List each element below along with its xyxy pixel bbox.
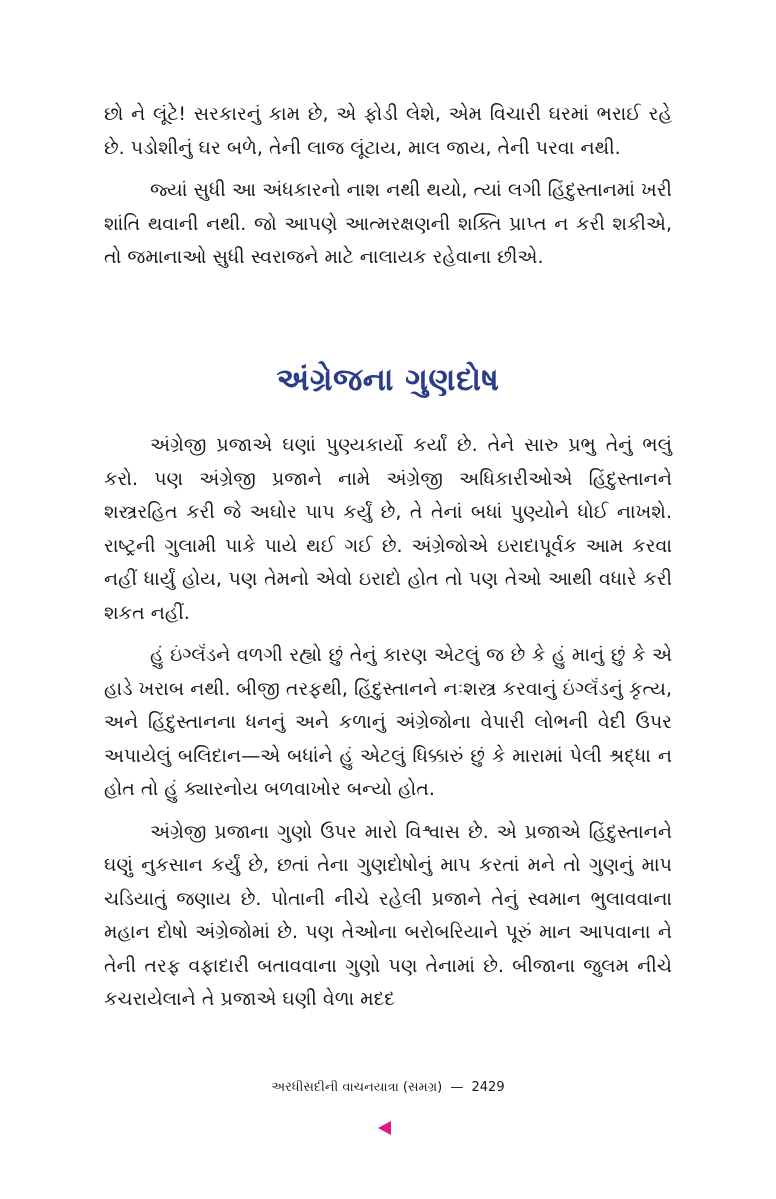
section-body	[104, 429, 672, 1017]
paragraph: હું ઇંગ્લૅંડને વળગી રહ્યો છું તેનું કારણ એટલું જ છે કે હું માનું છું કે એ હાડે ખરાબ નથી. બીજી તરફથી, હિંદુસ્તાનને નઃશસ્ત્ર કરવાનું ઇંગ્લૅંડનું કૃત્ય, અને હિંદુસ્તાનના ધનનું અને કળાનું અંગ્રેજોના વેપારી લોભની વેદી ઉપર અપાયેલું બલિદાન—એ બધાંને હું એટલું ધિક્કારું છું કે મારામાં પેલી શ્રદ્ધા ન હોત તો હું ક્યારનોય બળવાખોર બન્યો હોત.	[104, 644, 672, 800]
footer-book-title: અરધીસદીની વાચનયાત્રા (સમગ્ર)	[271, 1080, 443, 1095]
footer-dash: —	[450, 1080, 464, 1095]
paragraph: જ્યાં સુધી આ અંધકારનો નાશ નથી થયો, ત્યાં લગી હિંદુસ્તાનમાં ખરી શાંતિ થવાની નથી. જો આપણે આત્મરક્ષણની શક્તિ પ્રાપ્ત ન કરી શકીએ, તો જમાનાઓ સુધી સ્વરાજને માટે નાલાયક રહેવાના છીએ.	[104, 179, 672, 268]
paragraph: અંગ્રેજી પ્રજાના ગુણો ઉપર મારો વિશ્વાસ છે. એ પ્રજાએ હિંદુસ્તાનને ઘણું નુકસાન કર્યું છે, છતાં તેના ગુણદોષોનું માપ કરતાં મને તો ગુણનું માપ ચડિયાતું જણાય છે. પોતાની નીચે રહેલી પ્રજાને તેનું સ્વમાન ભુલાવવાના મહાન દોષો અંગ્રેજોમાં છે. પણ તેઓના બરોબરિયાને પૂરું માન આપવાના ને તેની તરફ વફાદારી બતાવવાના ગુણો પણ તેનામાં છે. બીજાના જુલમ નીચે કચરાયેલાને તે પ્રજાએ ઘણી વેળા મદદ	[104, 820, 672, 1010]
previous-page-arrow-icon[interactable]	[378, 1121, 391, 1135]
section-title: અંગ્રેજના ગુણદોષ	[276, 362, 500, 398]
paragraph: અંગ્રેજી પ્રજાએ ઘણાં પુણ્યકાર્યો કર્યાં છે. તેને સારુ પ્રભુ તેનું ભલું કરો. પણ અંગ્રેજી પ્રજાને નામે અંગ્રેજી અધિકારીઓએ હિંદુસ્તાનને શસ્ત્રરહિત કરી જે અઘોર પાપ કર્યું છે, તે તેનાં બધાં પુણ્યોને ધોઈ નાખશે. રાષ્ટ્રની ગુલામી પાકે પાયે થઈ ગઈ છે. અંગ્રેજોએ ઇરાદાપૂર્વક આમ કરવા નહીં ધાર્યું હોય, પણ તેમનો એવો ઇરાદો હોત તો પણ તેઓ આથી વધારે કરી શકત નહીં.	[104, 434, 672, 624]
paragraph: છો ને લૂંટે! સરકારનું કામ છે, એ ફોડી લેશે, એમ વિચારી ઘરમાં ભરાઈ રહે છે. પડોશીનું ઘર બળે, તેની લાજ લૂંટાય, માલ જાય, તેની પરવા નથી.	[104, 103, 672, 159]
page-number: 2429	[471, 1080, 505, 1095]
page-footer	[0, 1080, 776, 1095]
continuation-text	[104, 98, 672, 275]
